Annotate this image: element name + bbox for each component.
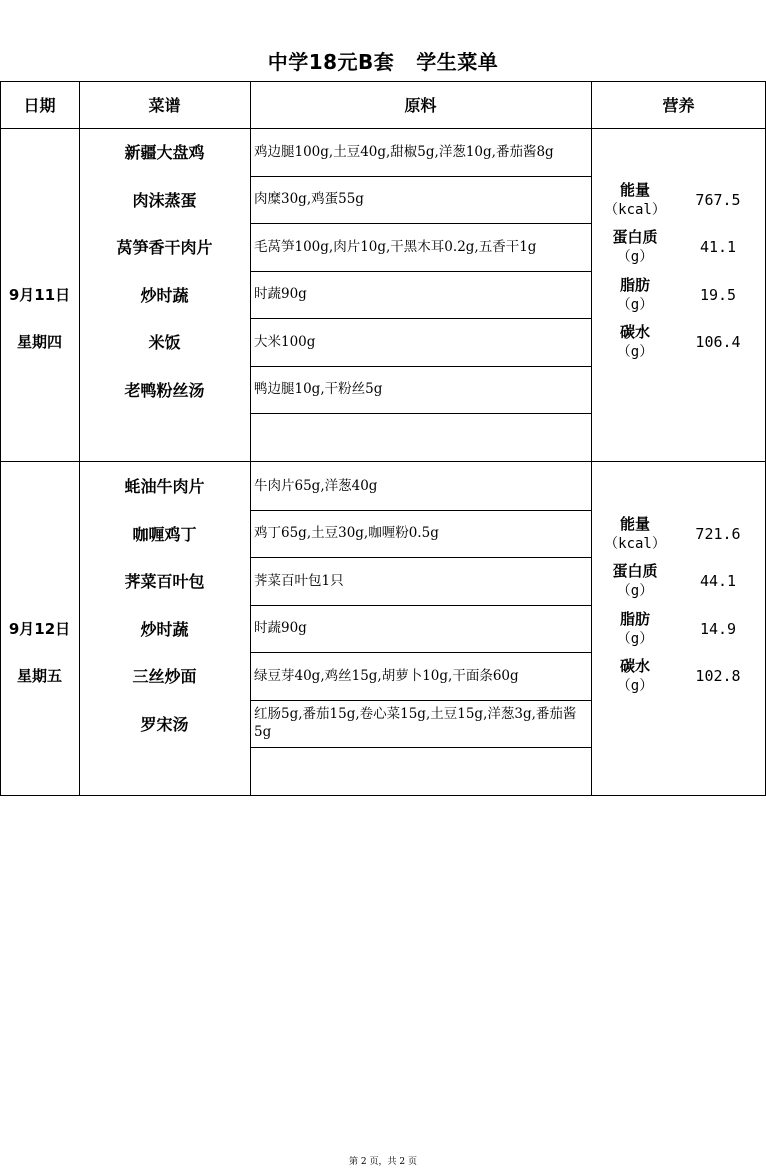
dish-name: 老鸭粉丝汤 [124,380,205,400]
dish-ingredients: 时蔬90g [254,286,307,303]
nutrition-unit: （kcal） [604,201,666,218]
nutrition-unit: （g） [616,630,654,647]
nutrition-name: 碳水 [619,657,650,676]
day-date: 9月11日 [8,285,71,304]
dish-ingredients: 时蔬90g [254,620,307,637]
nutrition-name: 能量 [619,514,650,533]
dish-name: 荠菜百叶包 [124,572,205,592]
nutrition-name: 脂肪 [619,609,650,628]
dish-name: 新疆大盘鸡 [124,143,205,163]
nutrition-unit: （g） [616,296,654,313]
nutrition-name: 脂肪 [619,275,650,294]
dish-name: 莴笋香干肉片 [116,238,213,258]
nutrition-label [591,319,679,367]
page-title [0,46,766,75]
header-recipe: 菜谱 [148,96,181,115]
nutrition-unit: （g） [616,249,654,266]
nutrition-label [591,510,679,558]
dish-name: 炒时蔬 [140,285,189,305]
header-ingredients: 原料 [404,96,437,115]
nutrition-unit: （kcal） [604,535,666,552]
dish-name: 三丝炒面 [132,667,197,687]
nutrition-label [591,605,679,653]
dish-name: 咖喱鸡丁 [132,524,197,544]
dish-ingredients: 红肠5g,番茄15g,卷心菜15g,土豆15g,洋葱3g,番茄酱5g [254,706,577,741]
dish-ingredients: 鸭边腿10g,干粉丝5g [254,381,383,398]
menu-title: 中学18元B套 [267,50,395,74]
dish-name: 肉沫蒸蛋 [132,190,197,210]
nutrition-label [591,224,679,272]
nutrition-label [591,176,679,224]
nutrition-name: 蛋白质 [612,228,658,247]
dish-ingredients: 荠菜百叶包1只 [254,572,344,589]
nutrition-value: 14.9 [699,619,737,638]
nutrition-value: 767.5 [695,190,741,209]
header-nutrition: 营养 [662,96,695,115]
dish-ingredients: 牛肉片65g,洋葱40g [254,477,378,494]
nutrition-value: 102.8 [695,667,741,686]
nutrition-value: 41.1 [699,238,737,257]
nutrition-label [591,558,679,606]
nutrition-unit: （g） [616,344,654,361]
day-date: 9月12日 [8,619,71,638]
dish-name: 蚝油牛肉片 [124,477,205,497]
dish-name: 炒时蔬 [140,619,189,639]
nutrition-unit: （g） [616,678,654,695]
menu-subtitle: 学生菜单 [416,50,499,74]
nutrition-unit: （g） [616,583,654,600]
page-footer: 第 2 页，共 2 页 [349,1157,417,1167]
nutrition-label [591,271,679,319]
day-weekday: 星期四 [16,333,62,352]
nutrition-label [591,653,679,701]
dish-ingredients: 鸡丁65g,土豆30g,咖喱粉0.5g [254,525,439,542]
dish-ingredients: 肉糜30g,鸡蛋55g [254,191,364,208]
dish-ingredients: 毛莴笋100g,肉片10g,干黑木耳0.2g,五香干1g [254,238,537,255]
nutrition-value: 19.5 [699,285,737,304]
nutrition-value: 106.4 [695,333,741,352]
dish-ingredients: 大米100g [254,333,316,350]
nutrition-name: 碳水 [619,323,650,342]
nutrition-value: 721.6 [695,524,741,543]
day-weekday: 星期五 [16,667,62,686]
nutrition-name: 能量 [619,180,650,199]
dish-ingredients: 绿豆芽40g,鸡丝15g,胡萝卜10g,干面条60g [254,667,519,684]
dish-ingredients: 鸡边腿100g,土豆40g,甜椒5g,洋葱10g,番茄酱8g [254,143,554,160]
header-date: 日期 [23,96,56,115]
nutrition-value: 44.1 [699,572,737,591]
dish-name: 罗宋汤 [140,714,189,734]
nutrition-name: 蛋白质 [612,562,658,581]
dish-name: 米饭 [148,333,181,353]
